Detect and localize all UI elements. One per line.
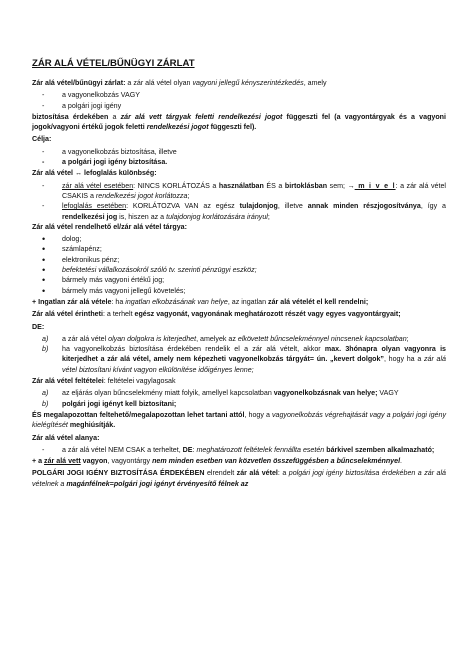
intro-text: a zár alá vétel olyan xyxy=(125,79,193,87)
goal-item: - a vagyonelkobzás biztosítása, illetve xyxy=(32,147,446,157)
page-title: ZÁR ALÁ VÉTEL/BŰNÜGYI ZÁRLAT xyxy=(32,58,195,69)
condition-text: az eljárás olyan bűncselekmény miatt folyik, amellyel kapcsolatban xyxy=(62,389,274,398)
ensure-bold-end: függeszti fel). xyxy=(208,123,257,132)
de-italic: olyan dolgokra is kiterjedhet xyxy=(108,334,197,343)
de-italic: zár alá vétel biztosítani kívánt vagyon elkülönítése időigényes lenne; xyxy=(62,355,447,374)
final-paragraph xyxy=(32,468,446,489)
final-bold: POLGÁRI JOGI IGÉNY BIZTOSÍTÁSA ÉRDEKÉBEN xyxy=(32,469,205,478)
realestate-text: : ha xyxy=(111,297,126,306)
de-text: , akkor xyxy=(297,345,325,354)
final-text: : a xyxy=(277,469,289,478)
subject-text: : xyxy=(192,445,197,454)
diff-item xyxy=(32,181,446,202)
item-marker: a) xyxy=(42,334,49,343)
intro-text-end: , amely xyxy=(303,79,327,87)
condition-bold: vagyonelkobzásnak van helye; xyxy=(273,389,378,398)
condition-item xyxy=(32,399,446,409)
final-emph: magánfélnek=polgári jogi igényt érvényesítő félnek az xyxy=(66,479,249,488)
affected-text: : a terhelt xyxy=(102,310,135,319)
diff-item xyxy=(32,201,446,222)
diff-text: ; xyxy=(187,191,190,200)
diff-spaced: m i v e l xyxy=(354,181,396,190)
conditions-text: : feltételei vagylagosak xyxy=(103,377,176,386)
es-bold: ÉS megalapozottan feltehető/megalapozottan lehet tartani attól xyxy=(32,410,245,419)
item-marker: a) xyxy=(42,389,49,398)
realestate-paragraph xyxy=(32,297,446,307)
de-text: a zár alá vétel xyxy=(62,334,109,343)
object-item: • bármely más vagyoni jellegű követelés; xyxy=(32,286,446,296)
es-italic: vagyonelkobzás végrehajtását vagy a polgári jogi igény kielégítését xyxy=(32,410,446,430)
ensure-emph: zár alá vett tárgyak feletti rendelkezési jogot xyxy=(120,112,283,121)
subject-text: a zár alá vétel NEM CSAK a terheltet, xyxy=(62,445,183,454)
de-text: ha vagyonelkobzás biztosítása érdekében rendelik el a zár alá vételt xyxy=(62,345,298,354)
condition-item xyxy=(32,388,446,398)
object-item: • számlapénz; xyxy=(32,244,446,254)
diff-text: is, hiszen az a xyxy=(117,212,167,221)
object-item: • befektetési vállalkozásokról szóló tv. szerinti pénzügyi eszköz; xyxy=(32,265,446,275)
ensure-bold: függeszti fel (a vagyontárgyak és a vagyoni jogok/vagyoni értékű jogok feletti xyxy=(32,112,446,132)
ensure-text: a xyxy=(108,112,121,121)
realestate-bold: zár alá vételét el kell rendelni; xyxy=(268,297,369,306)
subject-item xyxy=(32,445,446,455)
affected-bold: egész vagyonát, vagyonának meghatározott részét vagy egyes vagyontárgyait; xyxy=(134,310,401,319)
diff-term: lefoglalás esetében xyxy=(62,202,127,211)
intro-term: Zár alá vétel/bűnügyi zárlat: xyxy=(32,79,126,87)
diff-text: , így a xyxy=(420,202,446,211)
diff-text: ; xyxy=(267,212,270,221)
final-text: elrendelt xyxy=(204,469,237,478)
es-bold-end: meghiúsítják. xyxy=(67,421,116,430)
diff-italic: rendelkezési jogot korlátozza xyxy=(95,191,188,200)
final-bold: zár alá vétel xyxy=(236,469,278,478)
subject-label: Zár alá vétel alanya: xyxy=(32,433,100,442)
conditions-label xyxy=(32,376,446,386)
object-item: • dolog; xyxy=(32,234,446,244)
goal-label: Célja: xyxy=(32,135,52,144)
intro-item: - a vagyonelkobzás VAGY xyxy=(32,90,446,100)
seizure-diff-label: Zár alá vétel ↔ lefoglalás különbség: xyxy=(32,169,157,178)
es-paragraph xyxy=(32,410,446,431)
diff-text: : KORLÁTOZVA VAN az egész xyxy=(126,202,240,211)
object-item: • bármely más vagyoni értékű jog; xyxy=(32,275,446,285)
final-italic: polgári jogi igény biztosítása érdekében a zár alá vételnek a xyxy=(32,469,447,488)
diff-text: , illetve xyxy=(277,202,308,211)
item-marker: b) xyxy=(42,399,49,408)
subject-bold: bárkivel szemben alkalmazható; xyxy=(326,445,435,454)
diff-italic: tulajdonjog korlátozására irányul xyxy=(166,212,268,221)
realestate-text: , az ingatlan xyxy=(227,297,269,306)
de-italic: elkövetett bűncselekménnyel nincsenek kapcsolatban xyxy=(237,334,407,343)
diff-bold: annak minden részjogosítványa xyxy=(307,202,421,211)
ensure-paragraph xyxy=(32,112,446,133)
de-text: ; xyxy=(406,334,409,343)
condition-bold: polgári jogi igényt kell biztosítani; xyxy=(62,399,177,408)
diff-bold: rendelkezési jog xyxy=(62,212,118,221)
es-text: , hogy a xyxy=(244,410,272,419)
plus-text: . xyxy=(400,457,403,466)
plus-bold: vagyon xyxy=(80,457,108,466)
ensure-emph-2: rendelkezési jogot xyxy=(146,123,209,132)
realestate-italic: ingatlan elkobzásának van helye xyxy=(125,297,228,306)
de-item xyxy=(32,344,446,375)
realestate-term: + Ingatlan zár alá vétele xyxy=(32,297,112,306)
object-item: • elektronikus pénz; xyxy=(32,255,446,265)
plus-underline: zár alá vett xyxy=(44,457,81,466)
diff-bold: használatban xyxy=(218,181,264,190)
arrow-icon: → xyxy=(347,181,355,190)
affected-term: Zár alá vétel érintheti xyxy=(32,310,103,319)
goal-item: - a polgári jogi igény biztosítása. xyxy=(32,157,446,167)
diff-bold: birtoklásban xyxy=(284,181,328,190)
ensure-term: biztosítása érdekében xyxy=(32,112,109,121)
diff-text: sem; xyxy=(327,181,348,190)
condition-text: VAGY xyxy=(377,389,399,398)
plus-emph: nem minden esetben van közvetlen összefüggésben a bűncselekménnyel xyxy=(152,457,401,466)
de-text: , hogy ha a xyxy=(383,355,424,364)
conditions-term: Zár alá vétel feltételei xyxy=(32,377,104,386)
intro-italic: vagyoni jellegű kényszerintézkedés xyxy=(192,79,304,87)
affected-paragraph xyxy=(32,309,446,319)
de-label: DE: xyxy=(32,322,45,331)
diff-text: : NINCS KORLÁTOZÁS a xyxy=(133,181,219,190)
de-text: , amelyek az xyxy=(196,334,238,343)
diff-text: : a zár alá vétel CSAKIS a xyxy=(62,181,446,200)
diff-term: zár alá vétel esetében xyxy=(62,181,134,190)
subject-italic: meghatározott feltételek fennállta esetén xyxy=(196,445,325,454)
diff-text: ÉS a xyxy=(263,181,285,190)
de-bold: max. 3hónapra olyan vagyonra is kiterjedhet a zár alá vétel, amely nem képezheti vagyonelkobzás tárgyát= ún. „kevert dolgok” xyxy=(62,345,446,364)
objects-label: Zár alá vétel rendelhető el/zár alá vétel tárgya: xyxy=(32,222,187,231)
subject-bold: DE xyxy=(182,445,193,454)
item-marker: b) xyxy=(42,345,49,354)
de-item xyxy=(32,334,446,344)
plus-paragraph xyxy=(32,456,446,466)
diff-bold: tulajdonjog xyxy=(239,202,278,211)
intro-item: - a polgári jogi igény xyxy=(32,101,446,111)
plus-bold: + a xyxy=(32,457,45,466)
plus-text: , vagyontárgy xyxy=(107,457,153,466)
intro-paragraph xyxy=(32,78,446,88)
